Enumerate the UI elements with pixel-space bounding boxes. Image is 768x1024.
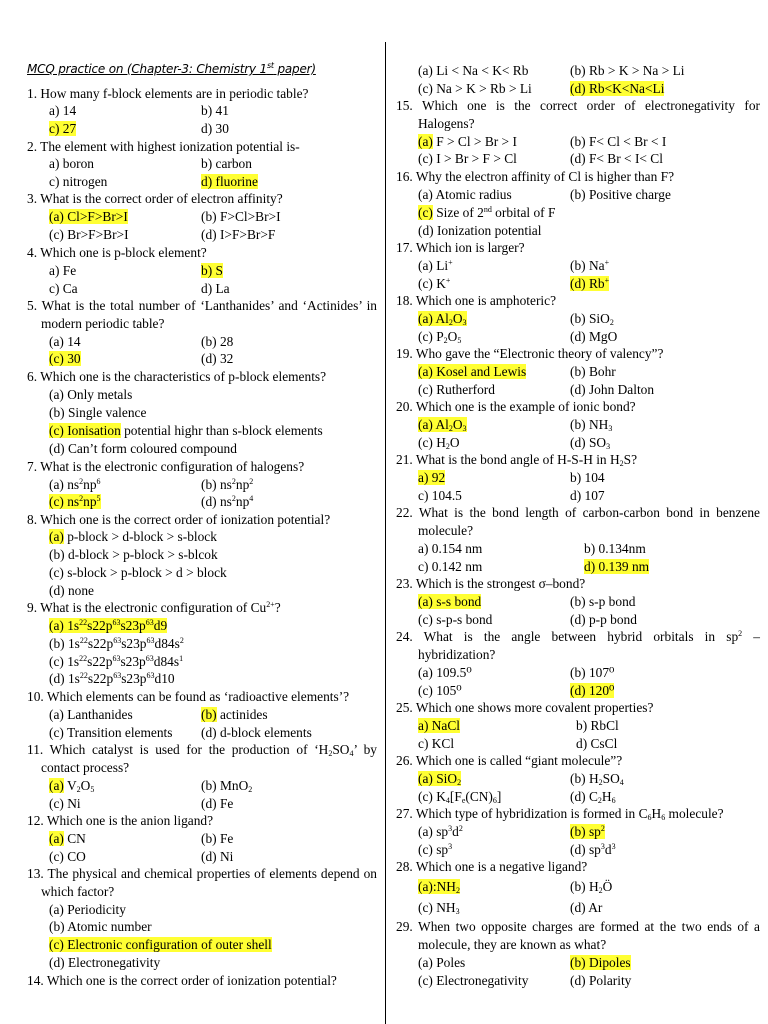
answer-option: b) S [201, 263, 223, 278]
question-stem: 12. Which one is the anion ligand? [27, 813, 214, 828]
answer-option: (d) 120⁰ [570, 683, 615, 698]
answer-option: (a) CN [49, 831, 86, 846]
answer-option: (a) $1s^{22}s22p^{63}s23p^{63}d9$ [49, 618, 168, 633]
answer-option: (b) F< Cl < Br < I [570, 134, 667, 149]
answer-option: (d) $C_2H_6$ [570, 789, 616, 805]
column-divider [385, 42, 386, 1024]
question-stem: 15. Which one is the correct order of electronegativity for Halogens? [396, 98, 760, 131]
answer-option: (d) I>F>Br>F [201, 227, 276, 242]
answer-option: (a) s-s bond [418, 594, 482, 609]
answer-option: (b) Single valence [49, 405, 147, 420]
answer-option: d) fluorine [201, 174, 258, 189]
answer-option: (c) $K_4[F_e(CN)_6]$ [418, 789, 502, 805]
answer-option: (b) $H_2Ö$ [570, 879, 613, 895]
answer-option: d) 30 [201, 121, 229, 136]
question-stem: 19. Who gave the “Electronic theory of valency”? [396, 346, 664, 361]
question-stem: 14. Which one is the correct order of ionization potential? [27, 973, 337, 988]
answer-option: $(a):NH_2$ [418, 879, 460, 895]
answer-option: c) Ca [49, 281, 78, 296]
answer-option: (c) Size of 2nd orbital of F [418, 205, 556, 220]
answer-option: (a) $Al_2O_3$ [418, 417, 467, 433]
answer-option: (a) Lanthanides [49, 707, 133, 722]
question-stem: 28. Which one is a negative ligand? [396, 859, 588, 874]
answer-option: (b) Positive charge [570, 187, 671, 202]
question-stem: 17. Which ion is larger? [396, 240, 525, 255]
answer-option: (c) Transition elements [49, 725, 173, 740]
answer-option: b) RbCl [576, 718, 619, 733]
answer-option: (d) Fe [201, 796, 234, 811]
answer-option: (c) s-block > p-block > d > block [49, 565, 227, 580]
question-stem: 4. Which one is p-block element? [27, 245, 207, 260]
answer-option: b) 0.134nm [584, 541, 646, 556]
answer-option: (d) Ar [570, 900, 603, 915]
answer-option: (d) Rb<K<Na<Li [570, 81, 665, 96]
answer-option: (c) CO [49, 849, 86, 864]
answer-option: (b) $NH_3$ [570, 417, 613, 433]
answer-option: (b) Na+ [570, 258, 610, 273]
answer-option: c) 27 [49, 121, 77, 136]
answer-option: d) CsCl [576, 736, 618, 751]
answer-option: (d) 32 [201, 351, 234, 366]
answer-option: (c) $ns^2np^5$ [49, 494, 101, 509]
answer-option: (b) $H_2SO_4$ [570, 771, 624, 787]
question-stem: 22. What is the bond length of carbon-carbon bond in benzene molecule? [396, 505, 760, 538]
question-stem: 11. Which catalyst is used for the production of ‘$H_2SO_4$’ by contact process? [27, 742, 378, 775]
question-stem: 10. Which elements can be found as ‘radioactive elements’? [27, 689, 350, 704]
answer-option: a) 14 [49, 103, 77, 118]
question-stem: 9. What is the electronic configuration of $Cu^{2+}$? [27, 600, 281, 615]
answer-option: (c) 30 [49, 351, 81, 366]
answer-option: c) 104.5 [418, 488, 462, 503]
answer-option: (c) Electronegativity [418, 973, 529, 988]
answer-option: (b) $1s^{22}s22p^{63}s23p^{63}d84s^2$ [49, 636, 184, 651]
answer-option: (a) Atomic radius [418, 187, 512, 202]
answer-option: (c) s-p-s bond [418, 612, 493, 627]
answer-option: (a) Poles [418, 955, 466, 970]
answer-option: (d) none [49, 583, 94, 598]
answer-option: (c) $NH_3$ [418, 900, 460, 916]
question-stem: 3. What is the correct order of electron affinity? [27, 191, 283, 206]
answer-option: (c) K+ [418, 276, 451, 291]
answer-option: d) 107 [570, 488, 605, 503]
answer-option: (a) Li < Na < K< Rb [418, 63, 529, 78]
answer-option: (c) Ni [49, 796, 81, 811]
answer-option: (a) 109.5⁰ [418, 665, 472, 680]
answer-option: (a) Kosel and Lewis [418, 364, 527, 379]
answer-option: (a) 14 [49, 334, 81, 349]
question-stem: 27. Which type of hybridization is formed in $C_6H_6$ molecule? [396, 806, 724, 822]
answer-option: (a) Only metals [49, 387, 133, 402]
page-title: MCQ practice on (Chapter-3: Chemistry 1st paper) [27, 61, 316, 76]
answer-option: (b) d-block > p-block > s-blcok [49, 547, 218, 562]
answer-option: (d) $sp^3d^3$ [570, 842, 616, 857]
answer-option: (b) Bohr [570, 364, 616, 379]
answer-option: (b) $sp^2$ [570, 824, 605, 839]
answer-option: c) nitrogen [49, 174, 108, 189]
question-stem: 6. Which one is the characteristics of p-block elements? [27, 369, 327, 384]
answer-option: (b) $ns^2np^2$ [201, 477, 254, 492]
answer-option: (d) F< Br < I< Cl [570, 151, 663, 166]
answer-option: (d) Electronegativity [49, 955, 161, 970]
answer-option: (b) Atomic number [49, 919, 152, 934]
question-stem: 25. Which one shows more covalent properties? [396, 700, 654, 715]
answer-option: (d) Ionization potential [418, 223, 542, 238]
answer-option: (d) $ns^2np^4$ [201, 494, 254, 509]
answer-option: (d) Rb+ [570, 276, 610, 291]
question-stem: 1. How many f-block elements are in periodic table? [27, 86, 309, 101]
answer-option: c) KCl [418, 736, 455, 751]
question-stem: 26. Which one is called “giant molecule”? [396, 753, 623, 768]
answer-option: (d) Can’t form coloured compound [49, 441, 237, 456]
answer-option: (c) $H_2O$ [418, 435, 460, 451]
answer-option: (b) SiO$_2$ [570, 311, 614, 327]
answer-option: a) NaCl [418, 718, 461, 733]
question-stem: 16. Why the electron affinity of Cl is higher than F? [396, 169, 675, 184]
answer-option: (b) 28 [201, 334, 234, 349]
answer-option: (d) MgO [570, 329, 618, 344]
answer-option: (c) $P_2O_5$ [418, 329, 462, 345]
answer-option: (b) Fe [201, 831, 234, 846]
answer-option: (d) John Dalton [570, 382, 655, 397]
question-stem: 18. Which one is amphoteric? [396, 293, 557, 308]
question-stem: 8. Which one is the correct order of ionization potential? [27, 512, 331, 527]
answer-option: (a) p-block > d-block > s-block [49, 529, 217, 544]
question-stem: 23. Which is the strongest σ–bond? [396, 576, 586, 591]
answer-option: (a) $V_2O_5$ [49, 778, 95, 794]
answer-option: a) 92 [418, 470, 446, 485]
answer-option: (b) 107⁰ [570, 665, 615, 680]
answer-option: (a) Periodicity [49, 902, 126, 917]
answer-option: d) La [201, 281, 230, 296]
answer-option: (a) $sp^3d^2$ [418, 824, 463, 839]
answer-option: (b) s-p bond [570, 594, 636, 609]
answer-option: (d) $SO_3$ [570, 435, 611, 451]
answer-option: (a) $ns^2np^6$ [49, 477, 101, 492]
question-stem: 5. What is the total number of ‘Lanthanides’ and ‘Actinides’ in modern periodic table? [27, 298, 377, 331]
question-stem: 21. What is the bond angle of H-S-H in $H_2S$? [396, 452, 638, 468]
answer-option: a) 0.154 nm [418, 541, 483, 556]
answer-option: (d) p-p bond [570, 612, 637, 627]
answer-option: (a) Cl>F>Br>I [49, 209, 128, 224]
answer-option: (c) $sp^3$ [418, 842, 453, 857]
answer-option: (c) $1s^{22}s22p^{63}s23p^{63}d84s^1$ [49, 654, 184, 669]
answer-option: (c) 105⁰ [418, 683, 462, 698]
answer-option: (b) actinides [201, 707, 268, 722]
answer-option: (d) Polarity [570, 973, 632, 988]
question-stem: 2. The element with highest ionization potential is- [27, 139, 300, 154]
answer-option: (a) F > Cl > Br > I [418, 134, 517, 149]
answer-option: d) 0.139 nm [584, 559, 650, 574]
answer-option: b) 104 [570, 470, 605, 485]
answer-option: (c) Na > K > Rb > Li [418, 81, 532, 96]
answer-option: (c) Ionisation potential highr than s-block elements [49, 423, 323, 438]
question-stem: 20. Which one is the example of ionic bond? [396, 399, 636, 414]
answer-option: a) boron [49, 156, 94, 171]
answer-option: (c) I > Br > F > Cl [418, 151, 517, 166]
answer-option: (c) Br>F>Br>I [49, 227, 129, 242]
answer-option: c) 0.142 nm [418, 559, 483, 574]
answer-option: (a) $Al_2O_3$ [418, 311, 467, 327]
answer-option: (d) $1s^{22}s22p^{63}s23p^{63}d10$ [49, 671, 175, 686]
answer-option: b) 41 [201, 103, 229, 118]
answer-option: (d) d-block elements [201, 725, 312, 740]
question-stem: 29. When two opposite charges are formed at the two ends of a molecule, they are known as what? [396, 919, 760, 952]
answer-option: (a) Li+ [418, 258, 453, 273]
answer-option: b) carbon [201, 156, 252, 171]
question-stem: 7. What is the electronic configuration of halogens? [27, 459, 305, 474]
question-stem: 13. The physical and chemical properties of elements depend on which factor? [27, 866, 377, 899]
answer-option: a) Fe [49, 263, 77, 278]
answer-option: (b) F>Cl>Br>I [201, 209, 281, 224]
answer-option: (d) Ni [201, 849, 234, 864]
answer-option: (b) Rb > K > Na > Li [570, 63, 685, 78]
question-stem: 24. What is the angle between hybrid orbitals in $sp^2$ – hybridization? [396, 629, 760, 662]
answer-option: (b) MnO$_2$ [201, 778, 253, 794]
answer-option: (b) Dipoles [570, 955, 631, 970]
answer-option: (c) Electronic configuration of outer shell [49, 937, 272, 952]
answer-option: (c) Rutherford [418, 382, 495, 397]
answer-option: (a) SiO$_2$ [418, 771, 462, 787]
